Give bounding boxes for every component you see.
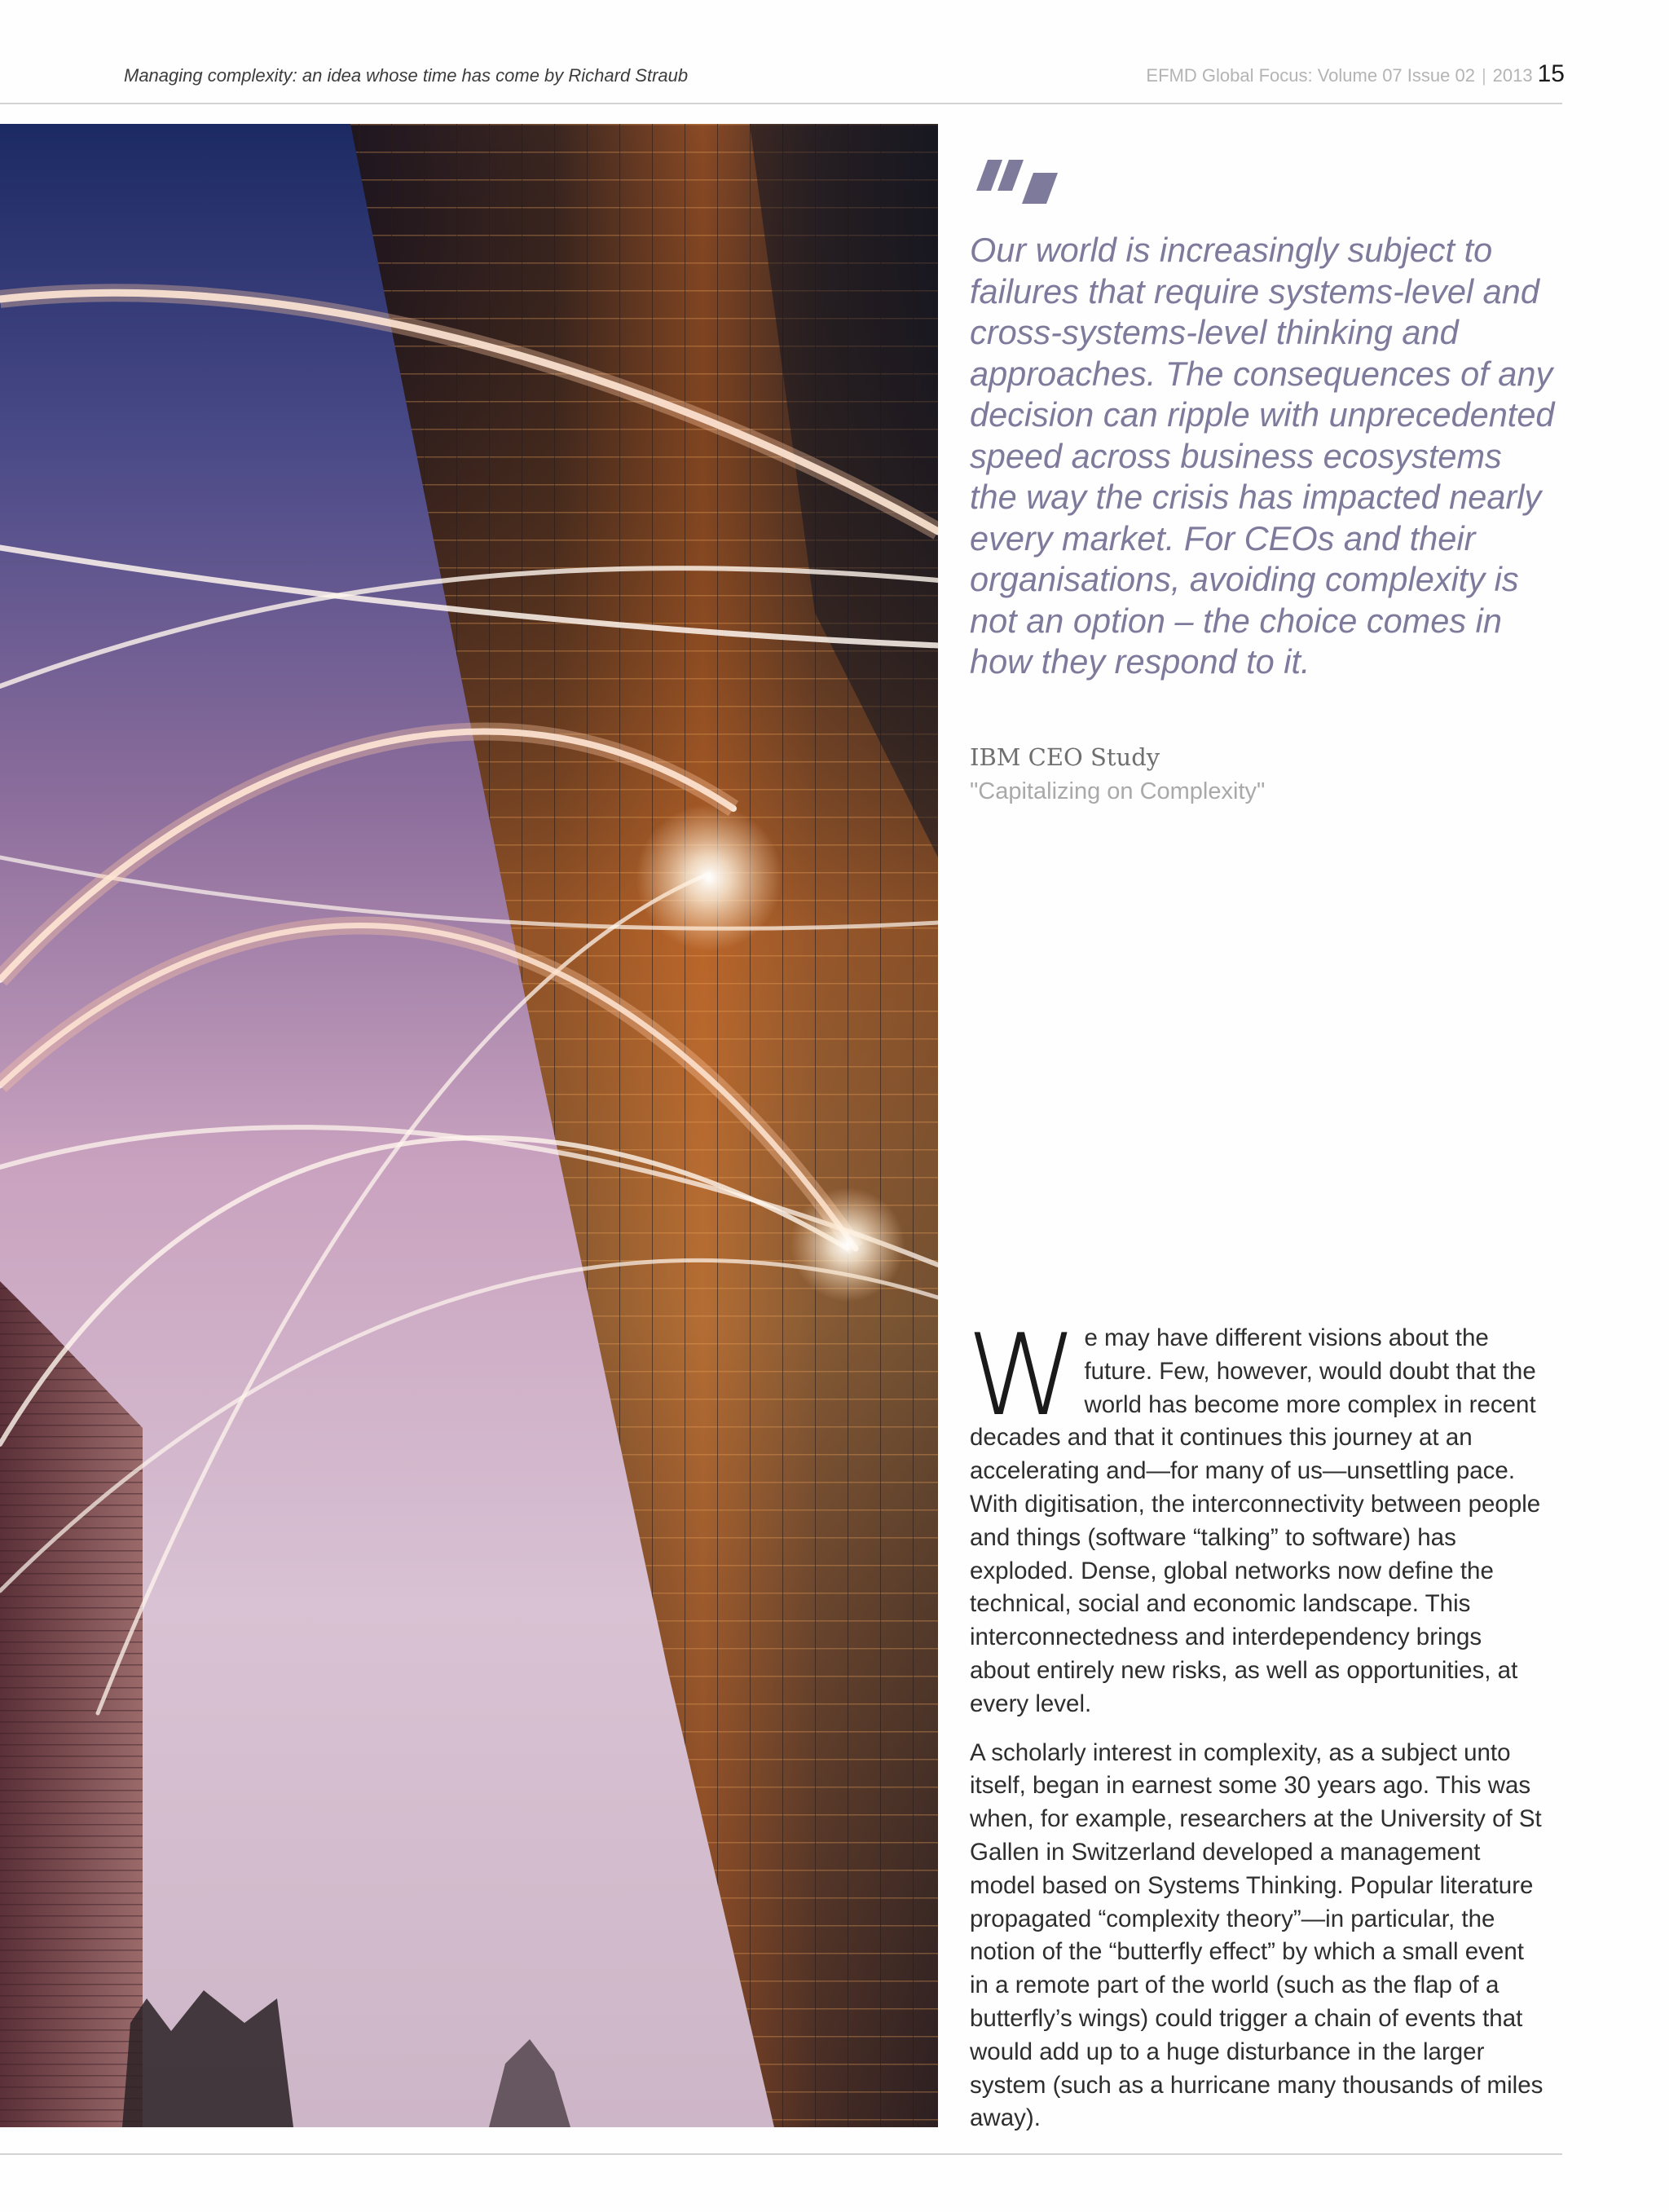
running-title: Managing complexity: an idea whose time has come by Richard Straub [124,65,689,86]
pull-quote: Our world is increasingly subject to failures that require systems-level and cross-systems-level thinking and approaches. The consequences of any decision can ripple with unprecedented speed across business ecosystems the way the crisis has impacted nearly every market. For CEOs and their organisations, avoiding complexity is not an option – the choice comes in how they respond to it. [970,231,1555,681]
publication-year: 2013 [1492,65,1533,86]
publication-info [1146,60,1565,88]
quote-source-title: "Capitalizing on Complexity" [970,778,1266,804]
footer-rule [0,2153,1562,2155]
article-paragraph-2: A scholarly interest in complexity, as a subject unto itself, began in earnest some 30 years ago. This was when, for example, researchers at the University of St Gallen in Switzerland developed a management model based on Systems Thinking. Popular literature propagated “complexity theory”—in particular, the notion of the “butterfly effect” by which a small event in a remote part of the world (such as the flap of a butterfly’s wings) could trigger a chain of events that would add up to a huge disturbance in the larger system (such as a hurricane many thousands of miles away). [970,1738,1543,2132]
publication-name: EFMD Global Focus: Volume 07 Issue 02 [1146,65,1475,86]
quote-marks-icon [970,137,1059,210]
page-number: 15 [1537,60,1565,87]
drop-cap: W [967,1310,1078,1441]
header-rule [0,103,1562,104]
photo-illustration [0,124,938,2127]
paragraph-1-text: e may have different visions about the future. Few, however, would doubt that the world has become more complex in recent decades and that it continues this journey at an accelerating and—for many of us—unsettling pace. With digitisation, the interconnectivity between people and things (software “talking” to software) has exploded. Dense, global networks now define the technical, social and economic landscape. This interconnectedness and interdependency brings about entirely new risks, as well as opportunities, at every level. [970,1324,1541,1717]
quote-source: IBM CEO Study [970,743,1160,771]
header-separator: | [1481,65,1486,86]
article-paragraph-1 [967,1310,1548,1721]
city-network-photo [0,124,938,2127]
article-body [967,1310,1548,2151]
